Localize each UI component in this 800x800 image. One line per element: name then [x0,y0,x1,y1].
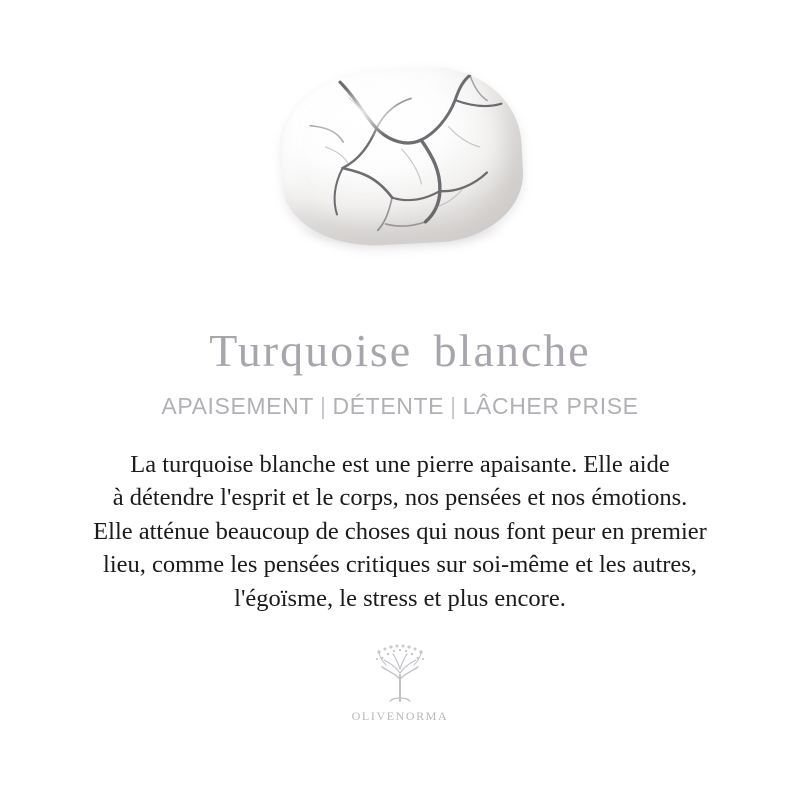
brand-name: OLIVENORMA [351,709,449,724]
page-title: Turquoise blanche [209,325,591,376]
description-line: lieu, comme les pensées critiques sur soi-même et les autres, [103,551,697,579]
keyword-separator-2: | [450,392,457,419]
description-line: l'égoïsme, le stress et plus encore. [234,584,566,612]
keyword-3: LÂCHER PRISE [462,392,639,419]
description-line: à détendre l'esprit et le corps, nos pensées et nos émotions. [112,484,688,512]
stone-veins-icon [278,63,527,250]
description-text [20,448,780,616]
stone-image-area [0,0,800,320]
keyword-2: DÉTENTE [332,392,445,419]
tree-of-life-icon [364,641,436,707]
stone-figure [282,69,522,259]
keyword-separator-1: | [319,392,327,419]
keyword-line [161,393,638,420]
keyword-1: APAISEMENT [161,392,314,419]
white-turquoise-stone-icon [278,63,527,250]
description-line: La turquoise blanche est une pierre apaisante. Elle aide [130,450,670,478]
description-line: Elle atténue beaucoup de choses qui nous font peur en premier [93,517,707,545]
brand-logo [352,641,449,724]
